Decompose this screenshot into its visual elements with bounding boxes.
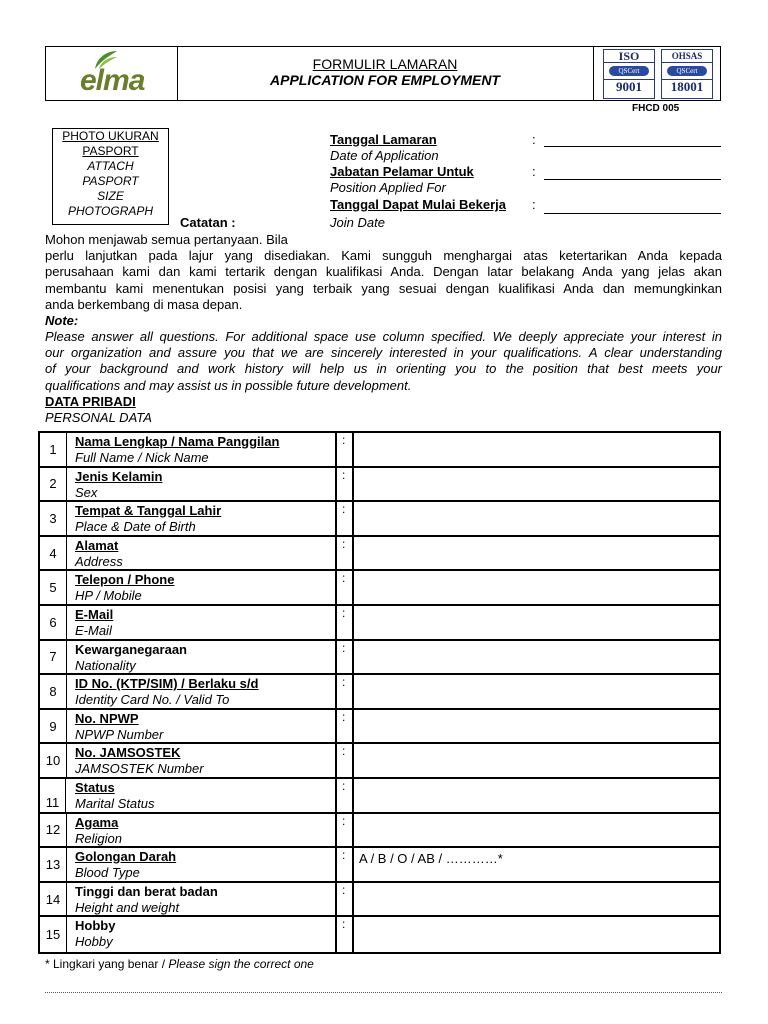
application-date-sublabel: Date of Application (330, 148, 439, 163)
colon: : (342, 640, 346, 655)
row-number: 10 (40, 744, 67, 777)
divider (335, 848, 337, 881)
row-number: 5 (40, 571, 67, 604)
row-label-id: ID No. (KTP/SIM) / Berlaku s/d (75, 676, 259, 692)
row-label-id: Nama Lengkap / Nama Panggilan (75, 434, 280, 449)
colon: : (342, 502, 346, 517)
footnote-en: Please sign the correct one (168, 957, 314, 971)
company-logo (46, 47, 178, 100)
colon: : (532, 132, 536, 147)
row-label-en: JAMSOSTEK Number (75, 761, 204, 777)
row-number: 4 (40, 537, 67, 570)
table-row (40, 641, 719, 676)
colon: : (342, 813, 346, 828)
photo-label-5: SIZE (97, 189, 124, 203)
table-row (40, 571, 719, 606)
section-subtitle: PERSONAL DATA (45, 410, 152, 425)
table-row (40, 848, 719, 883)
divider (335, 468, 337, 501)
table-row (40, 606, 719, 641)
form-header (45, 46, 721, 101)
divider (352, 468, 354, 501)
table-row (40, 537, 719, 572)
join-date-label: Tanggal Dapat Mulai Bekerja (330, 197, 507, 212)
note-label: Note: (45, 313, 79, 328)
application-date-label: Tanggal Lamaran (330, 132, 437, 147)
intro-id-line: anda berkembang di masa depan. (45, 296, 243, 312)
divider (335, 571, 337, 604)
intro-id-line: membantu kami menentukan posisi yang terbaik yang sesuai dengan kualifikasi Anda dan memungkinkan (45, 280, 722, 296)
row-number: 7 (40, 641, 67, 674)
row-label-en: Identity Card No. / Valid To (75, 692, 230, 708)
row-label-en: Sex (75, 484, 98, 500)
divider (335, 814, 337, 847)
row-label-en: Place & Date of Birth (75, 519, 196, 535)
certification-badges (593, 47, 720, 100)
document-code: FHCD 005 (632, 103, 680, 114)
row-label-id: Golongan Darah (75, 849, 177, 865)
catatan-label: Catatan : (180, 215, 236, 230)
table-row (40, 710, 719, 745)
row-label-id: E-Mail (75, 606, 114, 622)
row-label-id: Agama (75, 814, 119, 830)
divider (335, 883, 337, 916)
divider (335, 710, 337, 743)
row-label-en: E-Mail (75, 622, 112, 638)
colon: : (342, 744, 346, 759)
row-label-en: Nationality (75, 657, 136, 673)
row-label-en: Height and weight (75, 899, 180, 915)
row-label-id: Tinggi dan berat badan (75, 883, 218, 899)
iso-9001-badge: ISO QSCert 9001 (603, 49, 655, 99)
row-number: 13 (40, 848, 67, 881)
row-label (75, 918, 371, 953)
row-label (75, 676, 371, 709)
personal-data-table (38, 431, 721, 954)
logo-text: elma (80, 64, 145, 97)
colon: : (532, 164, 536, 179)
row-label (75, 642, 371, 675)
row-label (75, 538, 371, 571)
blood-type-field[interactable]: A / B / O / AB / …………* (359, 851, 503, 867)
colon: : (342, 709, 346, 724)
row-label-id: Status (75, 779, 115, 795)
row-number: 14 (40, 883, 67, 916)
form-title: FORMULIR LAMARAN (312, 56, 458, 72)
row-number: 1 (40, 433, 67, 466)
row-label-id: No. JAMSOSTEK (75, 745, 181, 761)
divider (352, 641, 354, 674)
row-label-id: Jenis Kelamin (75, 468, 163, 484)
intro-en-line: qualifications and may assist us in possible future development. (45, 377, 412, 393)
row-label (75, 711, 371, 744)
form-title-block (177, 47, 594, 100)
divider (335, 779, 337, 812)
divider (335, 641, 337, 674)
divider (352, 917, 354, 952)
row-number: 9 (40, 710, 67, 743)
intro-en-line: of your background and work history will help us in orienting you to the position that best meets your (45, 361, 722, 377)
row-label-en: Religion (75, 830, 122, 846)
position-applied-field[interactable] (544, 179, 721, 180)
divider (352, 433, 354, 466)
divider (352, 710, 354, 743)
table-row (40, 502, 719, 537)
row-label-en: Address (75, 553, 123, 569)
row-label-id: Alamat (75, 537, 119, 553)
table-row (40, 814, 719, 849)
divider (335, 537, 337, 570)
table-row (40, 468, 719, 503)
section-title: DATA PRIBADI (45, 394, 136, 409)
row-label-en: HP / Mobile (75, 588, 142, 604)
footnote-id: * Lingkari yang benar / (45, 957, 169, 971)
divider (352, 502, 354, 535)
row-number: 15 (40, 917, 67, 952)
intro-en-line: our organization and assure you that we are sincerely interested in your qualifications. A clear understanding (45, 345, 722, 361)
application-date-field[interactable] (544, 146, 721, 147)
row-number: 3 (40, 502, 67, 535)
divider (335, 502, 337, 535)
colon: : (342, 848, 346, 863)
colon: : (342, 778, 346, 793)
divider (335, 917, 337, 952)
colon: : (342, 536, 346, 551)
row-label-en: Blood Type (75, 865, 140, 881)
table-row (40, 675, 719, 710)
photo-box[interactable] (52, 128, 169, 225)
row-label (75, 503, 371, 536)
colon: : (342, 433, 346, 447)
intro-id-line: Mohon menjawab semua pertanyaan. Bila (45, 232, 288, 247)
row-label (75, 469, 371, 502)
row-label-id: Hobby (75, 918, 116, 934)
row-label (75, 607, 371, 640)
colon: : (342, 467, 346, 482)
row-number: 11 (40, 779, 66, 812)
row-label-id: Kewarganegaraan (75, 641, 187, 657)
photo-label-2: PASPORT (82, 144, 139, 158)
intro-indonesian (45, 232, 722, 313)
divider (335, 606, 337, 639)
colon: : (342, 571, 346, 586)
divider (352, 675, 354, 708)
divider (335, 433, 337, 466)
row-label (75, 745, 371, 778)
table-row (40, 917, 719, 952)
divider (335, 744, 337, 777)
divider (352, 606, 354, 639)
row-label-en: Hobby (75, 934, 113, 950)
colon: : (342, 882, 346, 897)
position-applied-label: Jabatan Pelamar Untuk (330, 164, 474, 179)
divider (352, 744, 354, 777)
divider (352, 779, 354, 812)
row-number: 6 (40, 606, 67, 639)
row-label-en: Full Name / Nick Name (75, 450, 209, 465)
row-label-en: Marital Status (75, 795, 155, 811)
colon: : (342, 917, 346, 932)
divider (352, 571, 354, 604)
join-date-field[interactable] (544, 213, 721, 214)
row-label-id: Telepon / Phone (75, 572, 175, 588)
divider (352, 814, 354, 847)
intro-english (45, 329, 722, 394)
divider (335, 675, 337, 708)
intro-id-line: perusahaan kami dan kami tertarik dengan kualifikasi Anda. Dengan latar belakang Anda yang jelas akan (45, 264, 722, 280)
row-label-id: Tempat & Tanggal Lahir (75, 503, 222, 519)
intro-id-line: perlu lanjutkan pada lajur yang disediakan. Kami sungguh menghargai atas ketertarikan Anda kepada (45, 248, 722, 264)
photo-label-1: PHOTO UKURAN (62, 129, 159, 143)
photo-label-3: ATTACH (87, 159, 134, 173)
intro-en-line: Please answer all questions. For additional space use column specified. We deeply appreciate your interest in (45, 329, 722, 344)
divider (352, 537, 354, 570)
join-date-sublabel: Join Date (330, 215, 385, 230)
row-label (75, 884, 371, 917)
row-label (75, 780, 371, 813)
table-row (40, 779, 719, 814)
row-number: 12 (40, 814, 67, 847)
photo-label-6: PHOTOGRAPH (67, 204, 154, 218)
ohsas-18001-badge: OHSAS QSCert 18001 (661, 49, 713, 99)
form-subtitle: APPLICATION FOR EMPLOYMENT (270, 72, 500, 88)
row-label (75, 815, 371, 848)
dotted-divider (45, 992, 722, 993)
colon: : (342, 605, 346, 620)
row-number: 2 (40, 468, 67, 501)
table-row (40, 433, 719, 468)
row-label (75, 434, 371, 467)
row-label-id: No. NPWP (75, 710, 139, 726)
table-row (40, 883, 719, 918)
footnote (45, 957, 314, 971)
row-label (75, 572, 371, 605)
row-label-en: NPWP Number (75, 726, 164, 742)
colon: : (532, 197, 536, 212)
photo-label-4: PASPORT (82, 174, 139, 188)
row-number: 8 (40, 675, 67, 708)
position-applied-sublabel: Position Applied For (330, 180, 446, 195)
row-label (75, 849, 371, 882)
divider (352, 848, 354, 881)
colon: : (342, 675, 346, 690)
table-row (40, 744, 719, 779)
divider (352, 883, 354, 916)
